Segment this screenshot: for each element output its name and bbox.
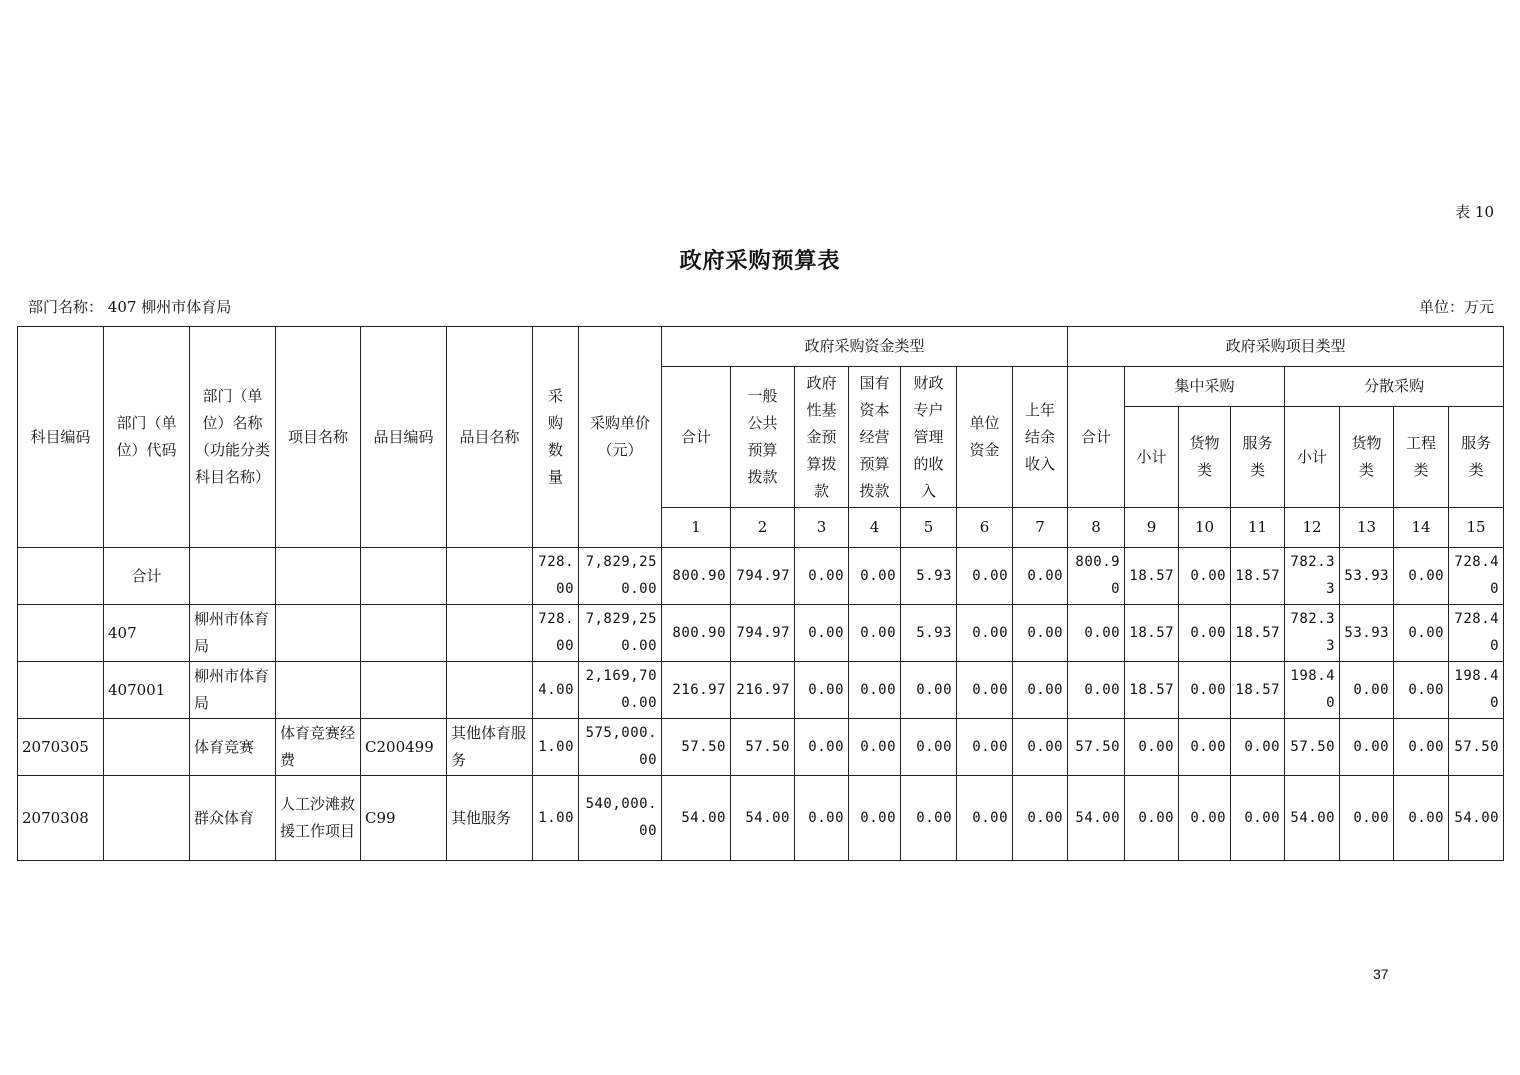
column-number-cell: 8 — [1068, 508, 1125, 548]
col-group-central: 集中采购 — [1125, 367, 1285, 407]
cell-dept-name: 柳州市体育局 — [190, 662, 276, 719]
cell-value-col-5: 5.93 — [901, 605, 957, 662]
cell-item-name: 其他服务 — [447, 776, 533, 861]
cell-value-col-13: 53.93 — [1340, 548, 1394, 605]
cell-quantity: 728.00 — [533, 605, 579, 662]
cell-value-col-3: 0.00 — [795, 776, 849, 861]
col-item-name: 品目名称 — [447, 327, 533, 548]
cell-value-col-7: 0.00 — [1013, 605, 1068, 662]
cell-value-col-6: 0.00 — [957, 776, 1013, 861]
cell-project-name: 体育竞赛经费 — [276, 719, 361, 776]
cell-item-code: C200499 — [361, 719, 447, 776]
cell-value-col-8: 800.90 — [1068, 548, 1125, 605]
cell-dept-code: 合计 — [104, 548, 190, 605]
cell-value-col-3: 0.00 — [795, 662, 849, 719]
cell-item-name — [447, 605, 533, 662]
cell-value-col-1: 57.50 — [662, 719, 731, 776]
cell-value-col-6: 0.00 — [957, 662, 1013, 719]
table-row — [18, 605, 1504, 662]
col-quantity: 采购数量 — [533, 327, 579, 548]
cell-item-code: C99 — [361, 776, 447, 861]
cell-value-col-12: 54.00 — [1285, 776, 1340, 861]
cell-item-name: 其他体育服务 — [447, 719, 533, 776]
cell-value-col-10: 0.00 — [1179, 776, 1231, 861]
cell-value-col-11: 18.57 — [1231, 662, 1285, 719]
col-general-budget: 一般公共预算拨款 — [731, 367, 795, 508]
column-number-cell: 7 — [1013, 508, 1068, 548]
table-number: 表 10 — [1455, 203, 1494, 221]
col-gov-fund: 政府性基金预算拨款 — [795, 367, 849, 508]
cell-item-name — [447, 548, 533, 605]
cell-value-col-2: 794.97 — [731, 548, 795, 605]
cell-value-col-7: 0.00 — [1013, 719, 1068, 776]
cell-value-col-13: 0.00 — [1340, 662, 1394, 719]
cell-value-col-4: 0.00 — [849, 719, 901, 776]
cell-value-col-11: 18.57 — [1231, 605, 1285, 662]
department-label: 部门名称： — [28, 298, 104, 316]
cell-value-col-11: 0.00 — [1231, 719, 1285, 776]
col-state-capital: 国有资本经营预算拨款 — [849, 367, 901, 508]
cell-value-col-8: 0.00 — [1068, 605, 1125, 662]
cell-value-col-7: 0.00 — [1013, 548, 1068, 605]
department-value: 407 柳州市体育局 — [107, 298, 232, 316]
col-central-goods: 货物类 — [1179, 407, 1231, 508]
cell-value-col-13: 0.00 — [1340, 776, 1394, 861]
cell-project-name — [276, 662, 361, 719]
cell-subject-code — [18, 605, 104, 662]
col-group-dispersed: 分散采购 — [1285, 367, 1504, 407]
cell-value-col-15: 54.00 — [1449, 776, 1504, 861]
table-row — [18, 662, 1504, 719]
cell-value-col-7: 0.00 — [1013, 662, 1068, 719]
cell-value-col-14: 0.00 — [1394, 662, 1449, 719]
cell-unit-price: 7,829,250.00 — [579, 548, 662, 605]
cell-value-col-4: 0.00 — [849, 662, 901, 719]
cell-value-col-5: 0.00 — [901, 662, 957, 719]
col-central-subtotal: 小计 — [1125, 407, 1179, 508]
col-central-service: 服务类 — [1231, 407, 1285, 508]
col-proj-total: 合计 — [1068, 367, 1125, 508]
cell-value-col-14: 0.00 — [1394, 548, 1449, 605]
cell-value-col-5: 0.00 — [901, 719, 957, 776]
cell-value-col-12: 782.33 — [1285, 548, 1340, 605]
column-number-cell: 2 — [731, 508, 795, 548]
cell-value-col-8: 57.50 — [1068, 719, 1125, 776]
cell-item-name — [447, 662, 533, 719]
column-number-cell: 13 — [1340, 508, 1394, 548]
cell-value-col-1: 216.97 — [662, 662, 731, 719]
cell-value-col-9: 0.00 — [1125, 719, 1179, 776]
cell-value-col-13: 0.00 — [1340, 719, 1394, 776]
cell-dept-name: 柳州市体育局 — [190, 605, 276, 662]
col-dept-name: 部门（单位）名称（功能分类科目名称） — [190, 327, 276, 548]
cell-subject-code — [18, 662, 104, 719]
col-subject-code: 科目编码 — [18, 327, 104, 548]
col-item-code: 品目编码 — [361, 327, 447, 548]
cell-value-col-9: 0.00 — [1125, 776, 1179, 861]
cell-value-col-15: 198.40 — [1449, 662, 1504, 719]
cell-value-col-7: 0.00 — [1013, 776, 1068, 861]
cell-value-col-8: 54.00 — [1068, 776, 1125, 861]
cell-unit-price: 7,829,250.00 — [579, 605, 662, 662]
col-dept-code: 部门（单位）代码 — [104, 327, 190, 548]
cell-item-code — [361, 548, 447, 605]
col-project-name: 项目名称 — [276, 327, 361, 548]
column-number-cell: 10 — [1179, 508, 1231, 548]
cell-value-col-1: 800.90 — [662, 548, 731, 605]
cell-value-col-12: 198.40 — [1285, 662, 1340, 719]
col-unit-fund: 单位资金 — [957, 367, 1013, 508]
cell-value-col-15: 728.40 — [1449, 605, 1504, 662]
cell-value-col-2: 794.97 — [731, 605, 795, 662]
table-row — [18, 776, 1504, 861]
cell-value-col-4: 0.00 — [849, 776, 901, 861]
cell-quantity: 1.00 — [533, 776, 579, 861]
cell-value-col-11: 0.00 — [1231, 776, 1285, 861]
cell-value-col-10: 0.00 — [1179, 719, 1231, 776]
column-number-cell: 14 — [1394, 508, 1449, 548]
cell-subject-code — [18, 548, 104, 605]
column-number-cell: 6 — [957, 508, 1013, 548]
table-row — [18, 548, 1504, 605]
cell-unit-price: 575,000.00 — [579, 719, 662, 776]
cell-value-col-1: 54.00 — [662, 776, 731, 861]
cell-dept-code: 407001 — [104, 662, 190, 719]
cell-value-col-4: 0.00 — [849, 605, 901, 662]
column-number-cell: 15 — [1449, 508, 1504, 548]
col-prior-balance: 上年结余收入 — [1013, 367, 1068, 508]
column-number-cell: 3 — [795, 508, 849, 548]
cell-value-col-10: 0.00 — [1179, 662, 1231, 719]
cell-project-name — [276, 605, 361, 662]
col-disp-goods: 货物类 — [1340, 407, 1394, 508]
cell-dept-code — [104, 719, 190, 776]
col-disp-subtotal: 小计 — [1285, 407, 1340, 508]
cell-value-col-15: 728.40 — [1449, 548, 1504, 605]
cell-value-col-12: 57.50 — [1285, 719, 1340, 776]
cell-value-col-14: 0.00 — [1394, 605, 1449, 662]
cell-unit-price: 540,000.00 — [579, 776, 662, 861]
col-group-fund-type: 政府采购资金类型 — [662, 327, 1068, 367]
cell-value-col-14: 0.00 — [1394, 776, 1449, 861]
cell-value-col-3: 0.00 — [795, 605, 849, 662]
cell-value-col-13: 53.93 — [1340, 605, 1394, 662]
cell-value-col-4: 0.00 — [849, 548, 901, 605]
department-info — [28, 296, 231, 317]
cell-value-col-11: 18.57 — [1231, 548, 1285, 605]
cell-value-col-1: 800.90 — [662, 605, 731, 662]
table-body — [18, 548, 1504, 861]
cell-value-col-3: 0.00 — [795, 548, 849, 605]
page-number: 37 — [1373, 966, 1389, 982]
cell-dept-code: 407 — [104, 605, 190, 662]
page-title: 政府采购预算表 — [679, 248, 841, 274]
cell-quantity: 1.00 — [533, 719, 579, 776]
col-unit-price: 采购单价（元） — [579, 327, 662, 548]
col-fund-total: 合计 — [662, 367, 731, 508]
cell-value-col-8: 0.00 — [1068, 662, 1125, 719]
cell-value-col-6: 0.00 — [957, 605, 1013, 662]
column-number-cell: 11 — [1231, 508, 1285, 548]
cell-project-name: 人工沙滩救援工作项目 — [276, 776, 361, 861]
column-number-cell: 5 — [901, 508, 957, 548]
cell-value-col-9: 18.57 — [1125, 605, 1179, 662]
cell-value-col-9: 18.57 — [1125, 548, 1179, 605]
cell-quantity: 728.00 — [533, 548, 579, 605]
col-fiscal-special: 财政专户管理的收入 — [901, 367, 957, 508]
column-number-cell: 4 — [849, 508, 901, 548]
cell-value-col-12: 782.33 — [1285, 605, 1340, 662]
cell-value-col-10: 0.00 — [1179, 548, 1231, 605]
cell-item-code — [361, 605, 447, 662]
cell-value-col-14: 0.00 — [1394, 719, 1449, 776]
cell-value-col-10: 0.00 — [1179, 605, 1231, 662]
cell-project-name — [276, 548, 361, 605]
cell-value-col-6: 0.00 — [957, 548, 1013, 605]
cell-quantity: 4.00 — [533, 662, 579, 719]
cell-unit-price: 2,169,700.00 — [579, 662, 662, 719]
cell-subject-code: 2070305 — [18, 719, 104, 776]
cell-value-col-15: 57.50 — [1449, 719, 1504, 776]
col-disp-service: 服务类 — [1449, 407, 1504, 508]
cell-dept-name: 体育竞赛 — [190, 719, 276, 776]
cell-value-col-5: 5.93 — [901, 548, 957, 605]
cell-value-col-5: 0.00 — [901, 776, 957, 861]
cell-value-col-2: 57.50 — [731, 719, 795, 776]
col-disp-works: 工程类 — [1394, 407, 1449, 508]
cell-dept-code — [104, 776, 190, 861]
cell-value-col-6: 0.00 — [957, 719, 1013, 776]
column-number-cell: 9 — [1125, 508, 1179, 548]
cell-value-col-2: 54.00 — [731, 776, 795, 861]
unit-label: 单位：万元 — [1418, 298, 1494, 316]
column-number-cell: 1 — [662, 508, 731, 548]
column-number-cell: 12 — [1285, 508, 1340, 548]
procurement-budget-table — [17, 326, 1504, 861]
cell-item-code — [361, 662, 447, 719]
cell-dept-name — [190, 548, 276, 605]
cell-value-col-2: 216.97 — [731, 662, 795, 719]
cell-subject-code: 2070308 — [18, 776, 104, 861]
cell-value-col-3: 0.00 — [795, 719, 849, 776]
cell-dept-name: 群众体育 — [190, 776, 276, 861]
cell-value-col-9: 18.57 — [1125, 662, 1179, 719]
table-row — [18, 719, 1504, 776]
col-group-project-type: 政府采购项目类型 — [1068, 327, 1504, 367]
